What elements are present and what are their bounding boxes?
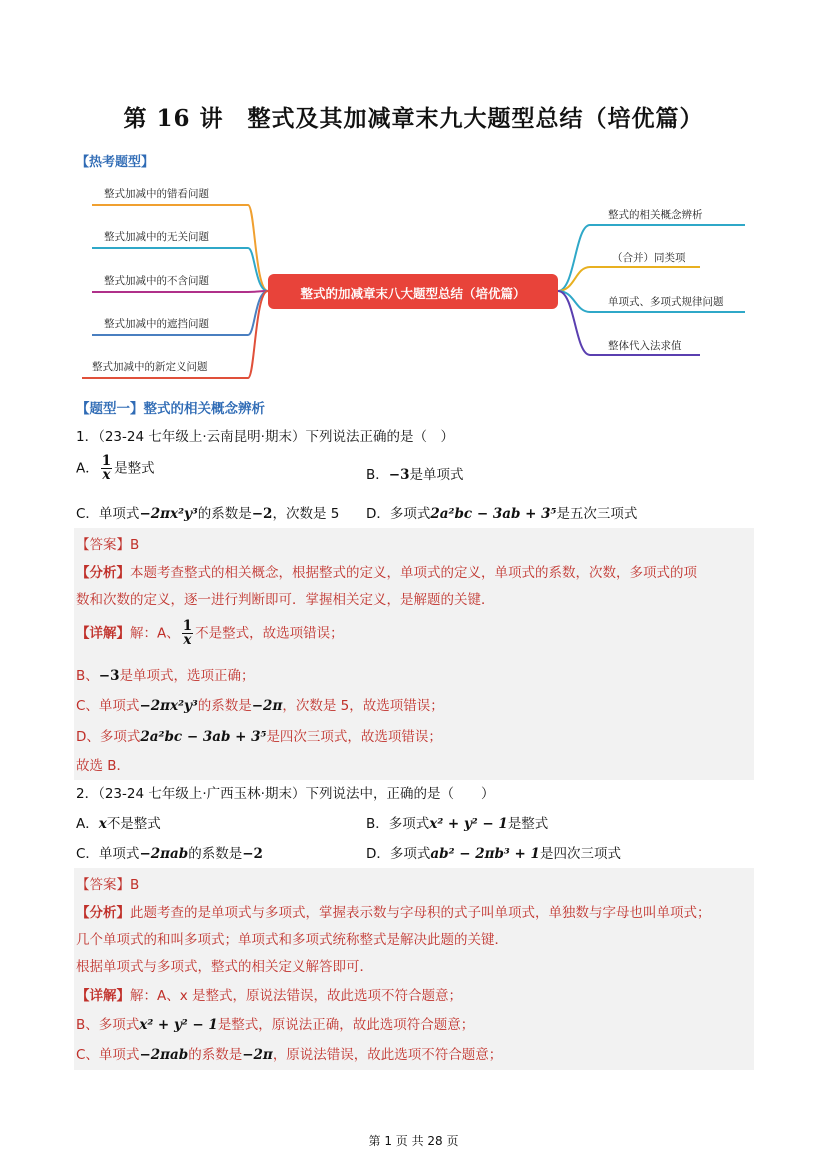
option-a: A．x不是整式 <box>76 816 161 832</box>
section-heading: 【题型一】整式的相关概念辨析 <box>76 401 265 417</box>
mindmap-right-item: （合并）同类项 <box>612 252 686 264</box>
option-d: D．多项式2a²bc − 3ab + 3⁵是五次三项式 <box>366 506 638 522</box>
analysis-line: 【分析】此题考查的是单项式与多项式，掌握表示数与字母积的式子叫单项式，单独数与字母也叫单项式； <box>76 905 711 921</box>
question-stem: 2．（23-24 七年级上·广西玉林·期末）下列说法中，正确的是（ ） <box>76 786 495 802</box>
page-title: 第 16 讲 整式及其加减章末九大题型总结（培优篇） <box>123 105 704 132</box>
detail-line: B、多项式x² + y² − 1是整式，原说法正确，故此选项符合题意； <box>76 1017 475 1033</box>
option-a: A． $\frac{1}{x}$ 是整式 <box>76 453 155 483</box>
fraction: $\frac{1}{x}$ <box>182 618 193 648</box>
mindmap-left-item: 整式加减中的新定义问题 <box>92 361 208 373</box>
mindmap-right-item: 单项式、多项式规律问题 <box>608 296 724 308</box>
mindmap-branch-line <box>558 267 700 291</box>
answer-block <box>74 868 754 1070</box>
option-c: C．单项式−2πab的系数是−2 <box>76 846 263 862</box>
mindmap-left-item: 整式加减中的无关问题 <box>104 231 209 243</box>
mindmap-left-item: 整式加减中的错看问题 <box>104 188 209 200</box>
option-d: D．多项式ab² − 2πb³ + 1是四次三项式 <box>366 846 621 862</box>
hot-types-label: 【热考题型】 <box>76 155 155 170</box>
analysis-line: 几个单项式的和叫多项式；单项式和多项式统称整式是解决此题的关键． <box>76 932 508 948</box>
detail-line: C、单项式−2πx²y³的系数是−2π，次数是 5，故选项错误； <box>76 698 444 714</box>
detail-line: 【详解】解：A、 $\frac{1}{x}$ 不是整式，故选项错误； <box>76 618 344 648</box>
analysis-line: 【分析】本题考查整式的相关概念，根据整式的定义，单项式的定义，单项式的系数，次数，多项式的项 <box>76 565 697 581</box>
option-b: B．多项式x² + y² − 1是整式 <box>366 816 549 832</box>
mindmap-center-label: 整式的加减章末八大题型总结（培优篇） <box>300 286 526 301</box>
analysis-line: 数和次数的定义，逐一进行判断即可．掌握相关定义，是解题的关键． <box>76 592 495 608</box>
detail-line: 故选 B． <box>76 758 131 774</box>
mindmap-right-item: 整体代入法求值 <box>608 340 682 352</box>
detail-line: 【详解】解：A、x 是整式，原说法错误，故此选项不符合题意； <box>76 988 463 1004</box>
detail-line: D、多项式2a²bc − 3ab + 3⁵是四次三项式，故选项错误； <box>76 729 442 745</box>
answer-block <box>74 528 754 780</box>
mindmap-left-item: 整式加减中的遮挡问题 <box>104 318 209 330</box>
mindmap-right-item: 整式的相关概念辨析 <box>608 209 703 221</box>
option-c: C．单项式−2πx²y³的系数是−2，次数是 5 <box>76 506 340 522</box>
fraction: $\frac{1}{x}$ <box>101 453 112 483</box>
analysis-line: 根据单项式与多项式，整式的相关定义解答即可． <box>76 959 373 975</box>
answer: 【答案】B <box>76 877 140 893</box>
mindmap-branch-line <box>92 291 268 292</box>
question-stem: 1．（23-24 七年级上·云南昆明·期末）下列说法正确的是（ ） <box>76 429 454 445</box>
detail-line: C、单项式−2πab的系数是−2π，原说法错误，故此选项不符合题意； <box>76 1047 503 1063</box>
mindmap-left-item: 整式加减中的不含问题 <box>104 275 209 287</box>
page-footer: 第 1 页 共 28 页 <box>368 1134 459 1148</box>
option-b: B．−3是单项式 <box>366 467 464 483</box>
detail-line: B、−3是单项式，选项正确； <box>76 668 255 684</box>
answer: 【答案】B <box>76 537 140 553</box>
